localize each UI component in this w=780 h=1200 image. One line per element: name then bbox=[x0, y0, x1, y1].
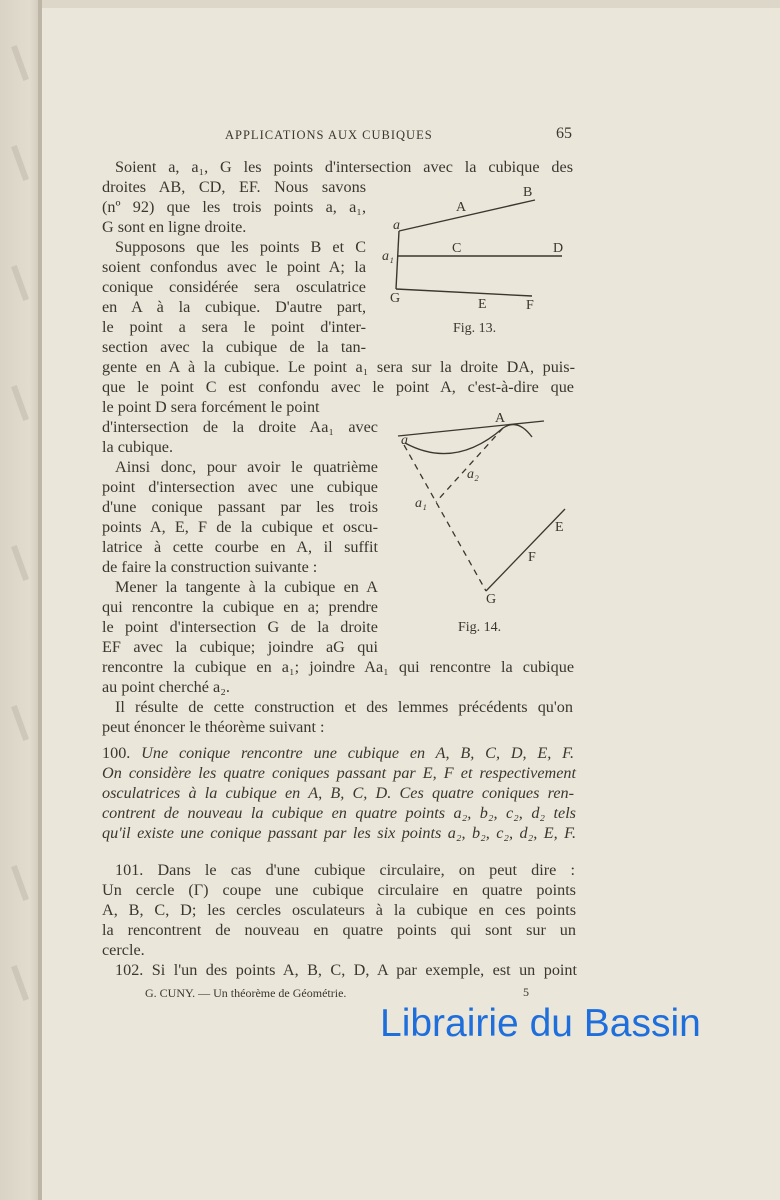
body-line: points A, E, F de la cubique et oscu- bbox=[102, 518, 378, 536]
label-C: C bbox=[452, 241, 462, 256]
body-line: de faire la construction suivante : bbox=[102, 558, 318, 576]
body-line: d'une conique passant par les trois bbox=[102, 498, 378, 516]
label-F: F bbox=[526, 298, 534, 313]
label-a1: a₁ bbox=[415, 496, 427, 511]
body-line: le point D sera forcément le point bbox=[102, 398, 320, 416]
body-line: gente en A à la cubique. Le point a₁ sera sur la droite DA, puis- bbox=[102, 358, 575, 376]
figure-14-caption: Fig. 14. bbox=[458, 620, 502, 635]
label-B: B bbox=[523, 185, 533, 200]
theorem-100-line: On considère les quatre coniques passant par E, F et respectivement bbox=[102, 764, 576, 782]
line-aB bbox=[399, 200, 535, 231]
label-A: A bbox=[456, 200, 467, 215]
body-line: la cubique. bbox=[102, 438, 174, 456]
label-G: G bbox=[486, 592, 497, 607]
sheet-number: 5 bbox=[523, 985, 529, 999]
label-a2: a₂ bbox=[467, 467, 479, 482]
body-line: EF avec la cubique; joindre aG qui bbox=[102, 638, 378, 656]
figure-13 bbox=[396, 200, 562, 296]
body-line: Ainsi donc, pour avoir le quatrième bbox=[115, 458, 378, 476]
label-F: F bbox=[528, 550, 536, 565]
body-line: que le point C est confondu avec le point A, c'est-à-dire que bbox=[102, 378, 574, 396]
label-E: E bbox=[555, 520, 564, 535]
body-line: en A à la cubique. D'autre part, bbox=[102, 298, 366, 316]
watermark: Librairie du Bassin bbox=[380, 1002, 701, 1045]
section-102-line: 102. Si l'un des points A, B, C, D, A par exemple, est un point bbox=[115, 961, 577, 979]
figure-14-labels bbox=[401, 411, 564, 635]
body-line: Supposons que les points B et C bbox=[115, 238, 366, 256]
body-line: (nº 92) que les trois points a, a₁, bbox=[102, 198, 366, 216]
label-A: A bbox=[495, 411, 506, 426]
label-D: D bbox=[553, 241, 564, 256]
section-101-line: la rencontrent de nouveau en quatre points qui sont sur un bbox=[102, 921, 576, 939]
running-title: APPLICATIONS AUX CUBIQUES bbox=[225, 128, 433, 142]
theorem-100-line: osculatrices à la cubique en A, B, C, D. Ces quatre coniques ren- bbox=[102, 784, 574, 802]
line-GF bbox=[396, 289, 532, 296]
body-line: soient confondus avec le point A; la bbox=[102, 258, 366, 276]
label-a1: a₁ bbox=[382, 249, 394, 264]
body-line: conique considérée sera osculatrice bbox=[102, 278, 366, 296]
line-GE bbox=[486, 509, 565, 591]
label-G: G bbox=[390, 291, 401, 306]
label-E: E bbox=[478, 297, 487, 312]
label-a: a bbox=[393, 218, 400, 233]
tangent-line bbox=[398, 421, 544, 436]
body-line: rencontre la cubique en a₁; joindre Aa₁ qui rencontre la cubique bbox=[102, 658, 574, 676]
body-line: latrice à cette courbe en A, il suffit bbox=[102, 538, 378, 556]
body-line: d'intersection de la droite Aa₁ avec bbox=[102, 418, 378, 436]
dashed-Aa1 bbox=[436, 428, 503, 502]
line-aG bbox=[396, 231, 399, 289]
body-line: Soient a, a₁, G les points d'intersection avec la cubique des bbox=[115, 158, 573, 176]
body-line: section avec la cubique de la tan- bbox=[102, 338, 366, 356]
theorem-100-line: 100. Une conique rencontre une cubique en A, B, C, D, E, F. bbox=[102, 744, 574, 762]
section-101-line: 101. Dans le cas d'une cubique circulaire, on peut dire : bbox=[115, 861, 575, 879]
theorem-100-line: qu'il existe une conique passant par les six points a₂, b₂, c₂, d₂, E, F. bbox=[102, 824, 576, 842]
label-a: a bbox=[401, 433, 408, 448]
section-101-line: cercle. bbox=[102, 941, 145, 959]
body-line: point d'intersection avec une cubique bbox=[102, 478, 378, 496]
theorem-100-line: contrent de nouveau la cubique en quatre points a₂, b₂, c₂, d₂ tels bbox=[102, 804, 576, 822]
body-line: peut énoncer le théorème suivant : bbox=[102, 718, 325, 736]
figure-13-labels bbox=[382, 185, 563, 336]
body-line: le point d'intersection G de la droite bbox=[102, 618, 378, 636]
body-line: au point cherché a₂. bbox=[102, 678, 230, 696]
footer-signature: G. CUNY. — Un théorème de Géométrie. bbox=[145, 986, 347, 1000]
body-line: le point a sera le point d'inter- bbox=[102, 318, 366, 336]
body-line: G sont en ligne droite. bbox=[102, 218, 247, 236]
page-number: 65 bbox=[556, 125, 572, 142]
figure-13-caption: Fig. 13. bbox=[453, 321, 497, 336]
body-line: qui rencontre la cubique en a; prendre bbox=[102, 598, 378, 616]
body-line: Il résulte de cette construction et des lemmes précédents qu'on bbox=[115, 698, 573, 716]
section-101-line: Un cercle (Γ) coupe une cubique circulaire en quatre points bbox=[102, 881, 576, 899]
section-101-line: A, B, C, D; les cercles osculateurs à la cubique en ces points bbox=[102, 901, 576, 919]
body-line: Mener la tangente à la cubique en A bbox=[115, 578, 378, 596]
body-line: droites AB, CD, EF. Nous savons bbox=[102, 178, 366, 196]
